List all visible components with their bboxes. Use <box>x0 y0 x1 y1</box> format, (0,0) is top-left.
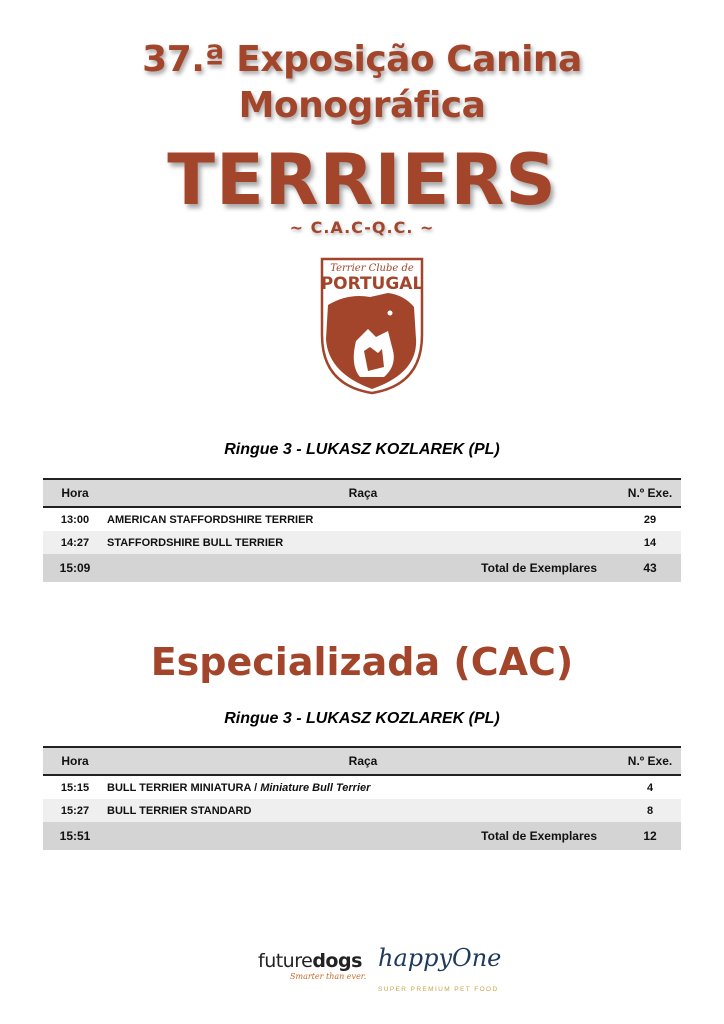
table-row: 15:15 BULL TERRIER MINIATURA / Miniature Bull Terrier 4 <box>60 781 654 794</box>
event-title-line2: Monográfica <box>238 85 486 126</box>
col-raca: Raça <box>348 754 378 768</box>
table-row: 15:27 BULL TERRIER STANDARD 8 <box>43 799 681 822</box>
table-total-row: 15:09 Total de Exemplares 43 <box>43 554 681 582</box>
col-hora: Hora <box>61 754 89 768</box>
col-raca: Raça <box>348 486 378 500</box>
happyone-logo: happyOne <box>378 944 502 972</box>
event-subtitle: ~ C.A.C-Q.C. ~ <box>289 218 435 237</box>
section-title: Especializada (CAC) <box>150 640 574 684</box>
table-row: 13:00 AMERICAN STAFFORDSHIRE TERRIER 29 <box>60 513 657 526</box>
table-total-row: 15:51 Total de Exemplares 12 <box>43 822 681 850</box>
schedule-table-2 <box>43 746 681 850</box>
logo-name: PORTUGAL <box>320 274 424 294</box>
col-num: N.º Exe. <box>627 754 673 768</box>
futuredogs-logo: futuredogs <box>258 950 362 972</box>
terrier-club-logo <box>318 255 426 395</box>
ring-judge-1: Ringue 3 - LUKASZ KOZLAREK (PL) <box>224 441 500 458</box>
logo-top-text: Terrier Clube de <box>330 263 414 274</box>
event-title-line1: 37.ª Exposição Canina <box>142 39 582 80</box>
schedule-table-1 <box>43 478 681 582</box>
col-hora: Hora <box>61 486 89 500</box>
happyone-subtitle: SUPER PREMIUM PET FOOD <box>378 986 499 993</box>
event-main-title: TERRIERS <box>167 139 557 221</box>
ring-judge-2: Ringue 3 - LUKASZ KOZLAREK (PL) <box>224 710 500 727</box>
col-num: N.º Exe. <box>627 486 673 500</box>
table-header <box>43 746 681 776</box>
sponsor-footer <box>0 930 724 1000</box>
table-header <box>43 478 681 508</box>
futuredogs-tagline: Smarter than ever. <box>290 972 367 981</box>
table-row: 14:27 STAFFORDSHIRE BULL TERRIER 14 <box>43 531 681 554</box>
